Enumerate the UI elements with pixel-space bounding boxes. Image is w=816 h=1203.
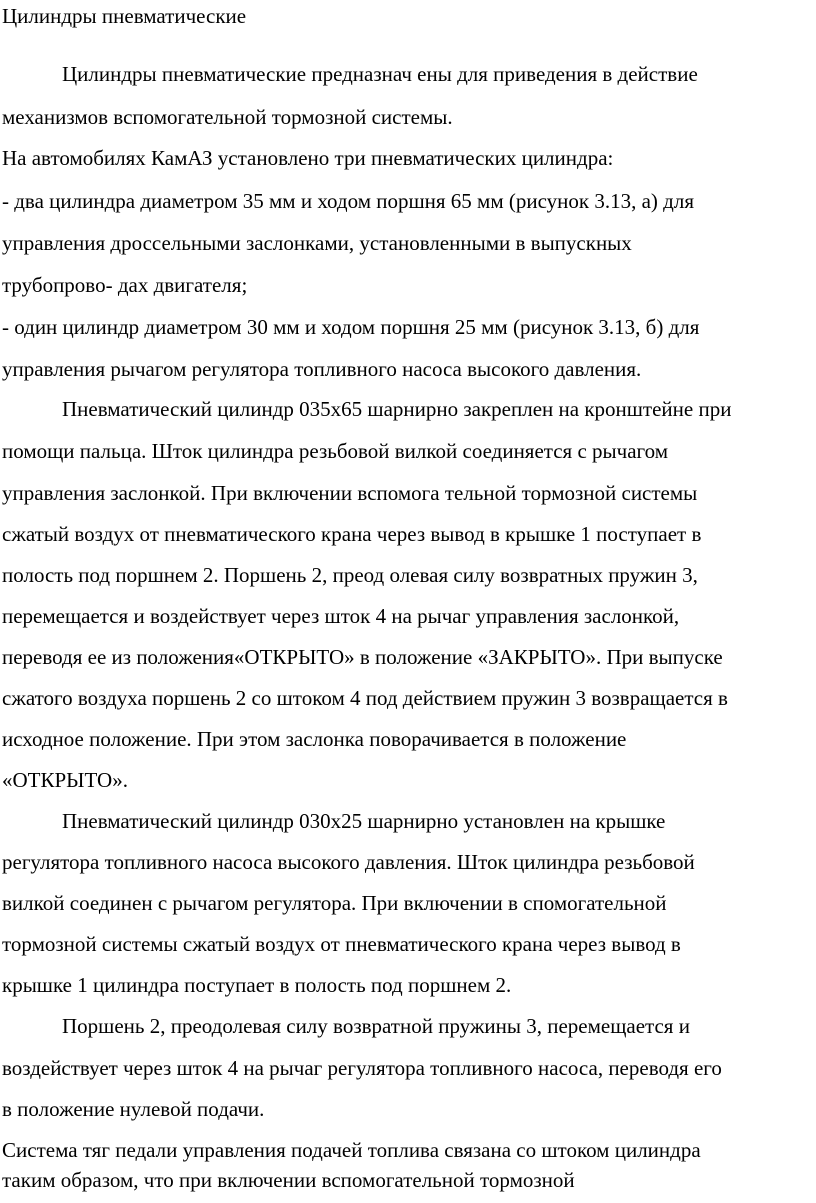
- text-line: воздействует через шток 4 на рычаг регулятора топливного насоса, переводя его: [2, 1056, 722, 1080]
- text-line: - один цилиндр диаметром 30 мм и ходом поршня 25 мм (рисунок 3.13, б) для: [2, 315, 700, 339]
- text-line: помощи пальца. Шток цилиндра резьбовой вилкой соединяется с рычагом: [2, 439, 668, 463]
- text-line: управления заслонкой. При включении вспомога тельной тормозной системы: [2, 481, 698, 505]
- text-line: Система тяг педали управления подачей топлива связана со штоком цилиндра: [2, 1138, 701, 1162]
- text-line: Цилиндры пневматические предназнач ены для приведения в действие: [62, 62, 698, 86]
- text-line: управления рычагом регулятора топливного насоса высокого давления.: [2, 357, 642, 381]
- text-line: полость под поршнем 2. Поршень 2, преод олевая силу возвратных пружин 3,: [2, 563, 698, 587]
- text-line: исходное положение. При этом заслонка поворачивается в положение: [2, 727, 627, 751]
- text-line: регулятора топливного насоса высокого давления. Шток цилиндра резьбовой: [2, 850, 695, 874]
- document-title: Цилиндры пневматические: [2, 4, 247, 28]
- text-line: трубопрово- дах двигателя;: [2, 273, 248, 297]
- text-line: перемещается и воздействует через шток 4 на рычаг управления заслонкой,: [2, 604, 680, 628]
- text-line: Поршень 2, преодолевая силу возвратной пружины 3, перемещается и: [62, 1014, 690, 1038]
- text-line: «ОТКРЫТО».: [2, 768, 128, 792]
- text-line: сжатого воздуха поршень 2 со штоком 4 под действием пружин 3 возвращается в: [2, 686, 728, 710]
- text-line: механизмов вспомогательной тормозной системы.: [2, 105, 453, 129]
- text-line: таким образом, что при включении вспомогательной тормозной: [2, 1168, 575, 1192]
- text-line: в положение нулевой подачи.: [2, 1097, 265, 1121]
- text-line: вилкой соединен с рычагом регулятора. При включении в спомогательной: [2, 891, 667, 915]
- text-line: На автомобилях КамАЗ установлено три пневматических цилиндра:: [2, 146, 614, 170]
- text-line: переводя ее из положения«ОТКРЫТО» в положение «ЗАКРЫТО». При выпуске: [2, 645, 723, 669]
- text-line: крышке 1 цилиндра поступает в полость под поршнем 2.: [2, 973, 512, 997]
- text-line: Пневматический цилиндр 035х65 шарнирно закреплен на кронштейне при: [62, 397, 732, 421]
- text-line: управления дроссельными заслонками, установленными в выпускных: [2, 231, 632, 255]
- text-line: - два цилиндра диаметром 35 мм и ходом поршня 65 мм (рисунок 3.13, а) для: [2, 189, 694, 213]
- text-line: Пневматический цилиндр 030х25 шарнирно установлен на крышке: [62, 809, 666, 833]
- text-line: сжатый воздух от пневматического крана через вывод в крышке 1 поступает в: [2, 522, 702, 546]
- text-line: тормозной системы сжатый воздух от пневматического крана через вывод в: [2, 932, 681, 956]
